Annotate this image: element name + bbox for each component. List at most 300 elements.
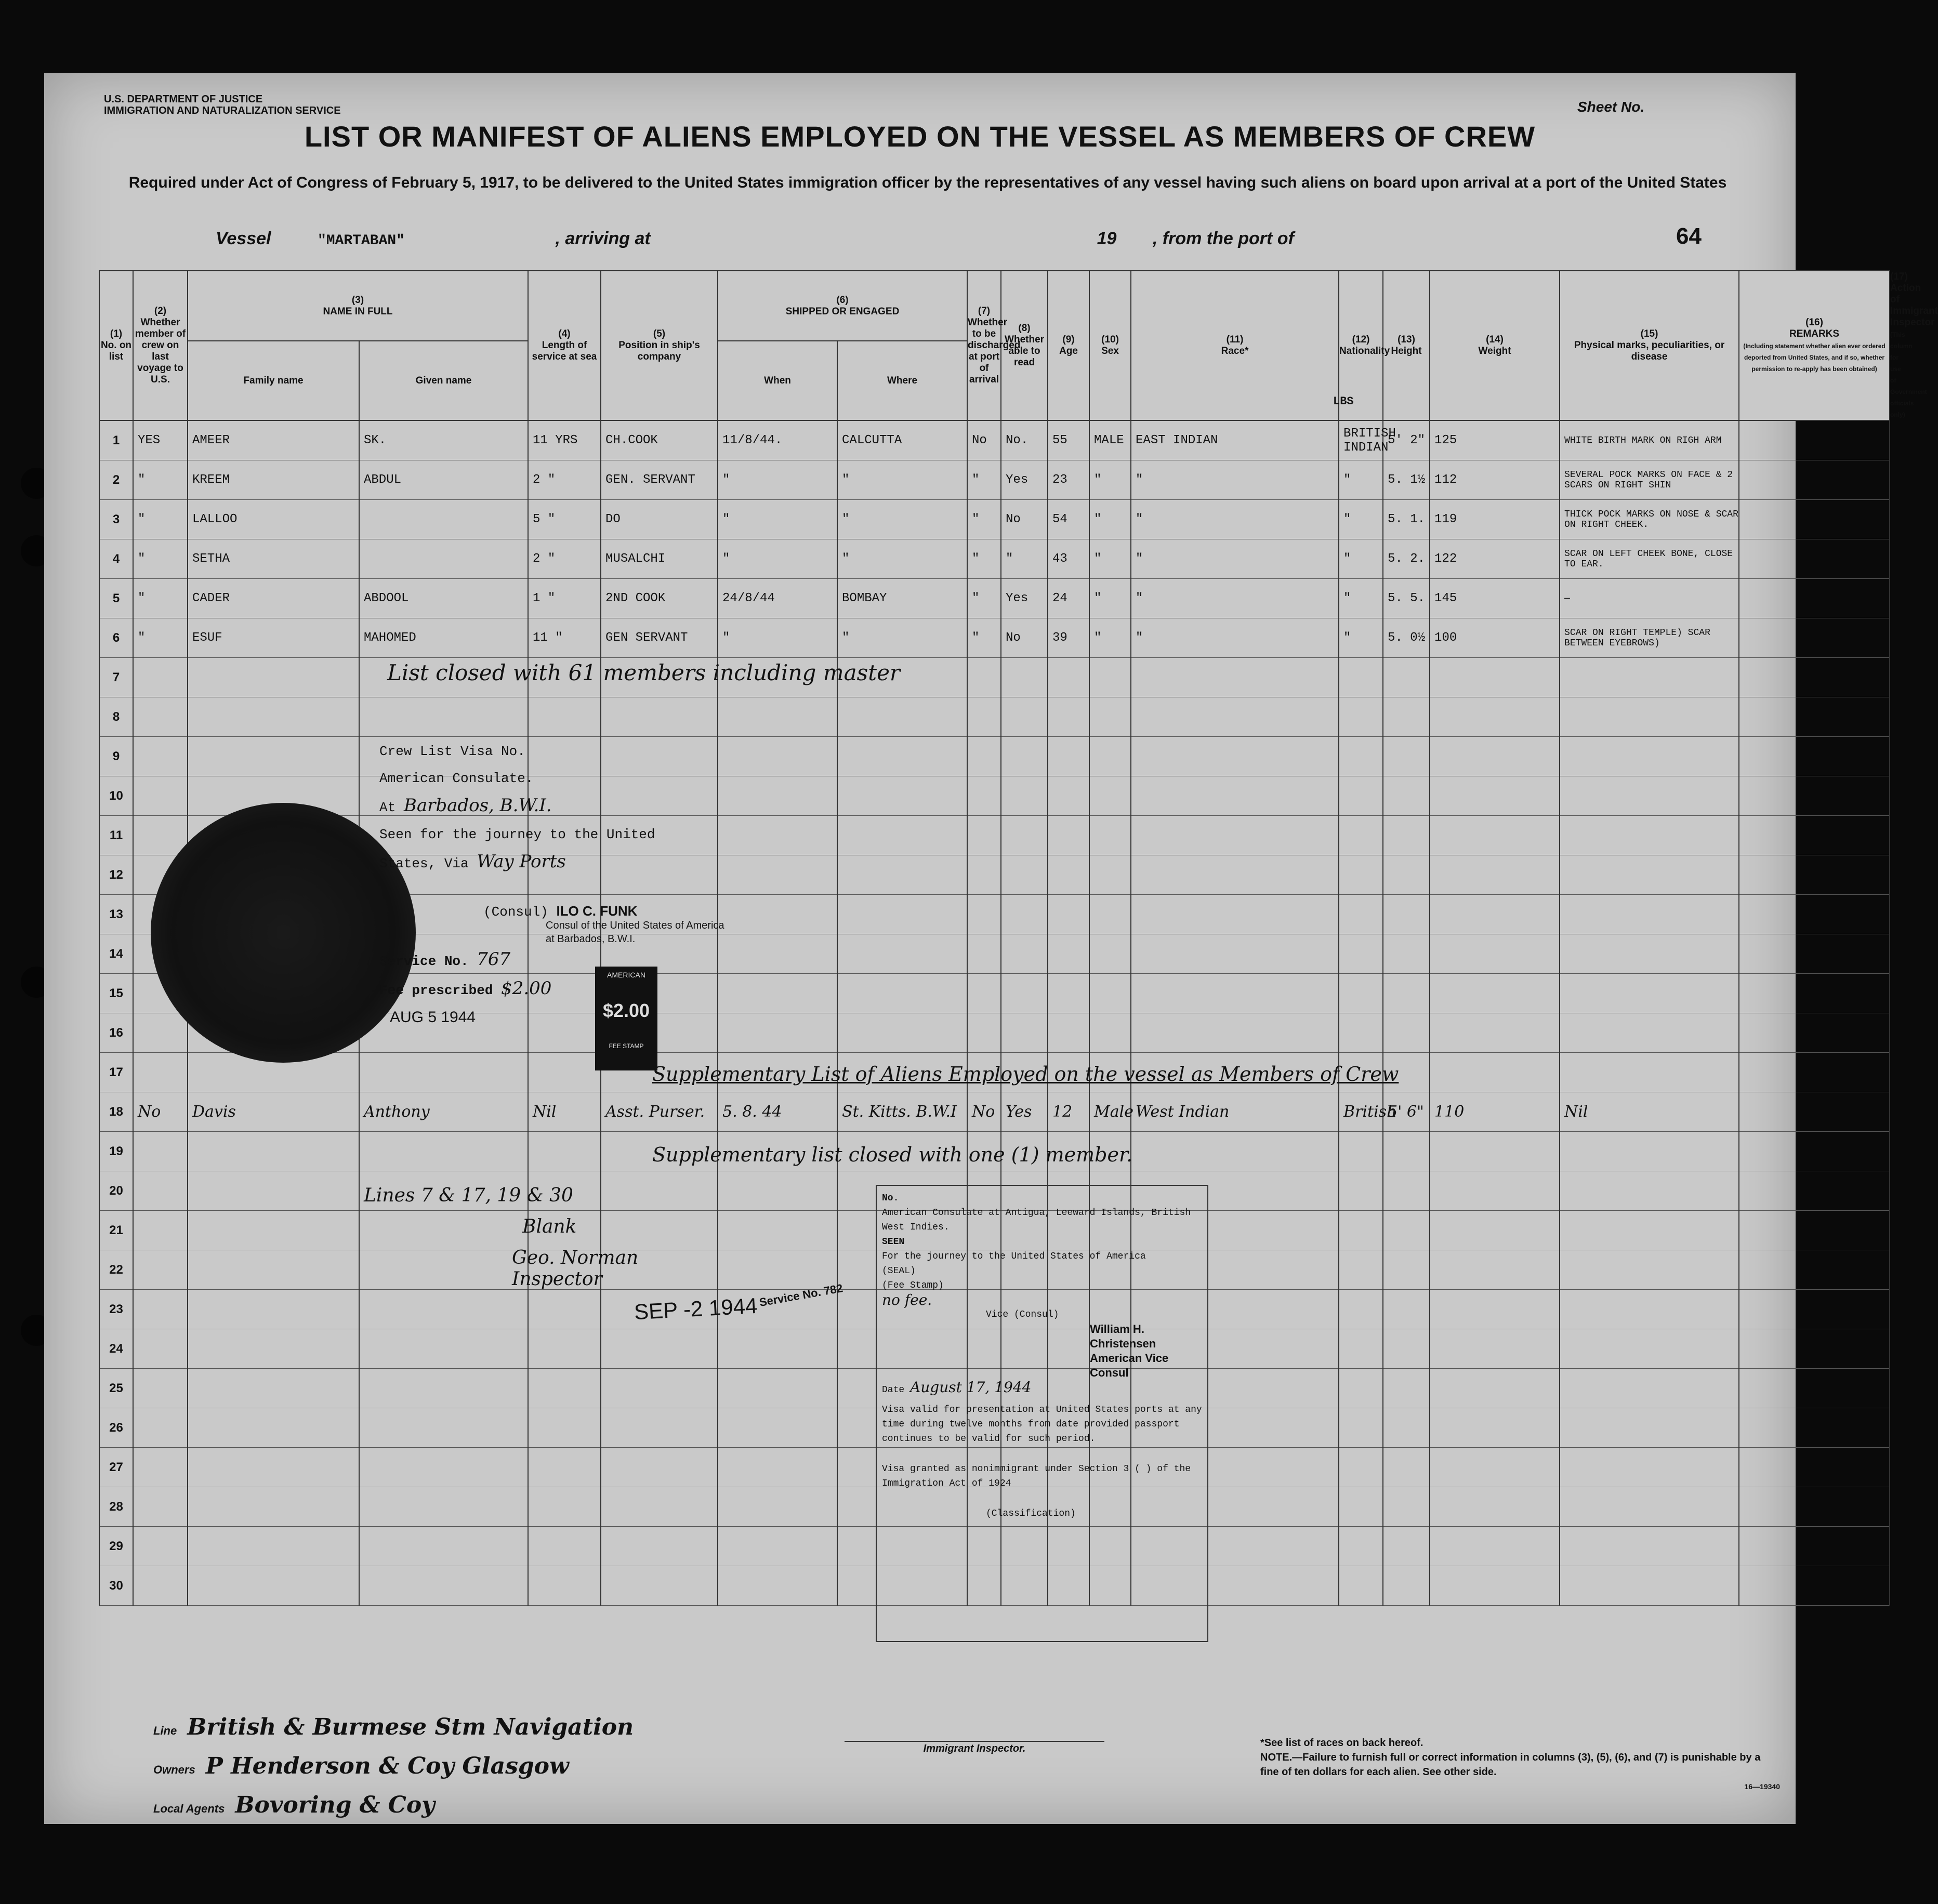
- row-number: 6: [99, 618, 133, 658]
- cell-weight: [1430, 1408, 1560, 1448]
- cell-weight: [1430, 737, 1560, 776]
- table-row: [99, 460, 1890, 500]
- cell-read: Yes: [1001, 1092, 1048, 1132]
- cell-when: [718, 776, 837, 816]
- cell-race: [1131, 697, 1339, 737]
- visa2-seal: (SEAL): [882, 1266, 916, 1276]
- cell-height: [1383, 1369, 1430, 1408]
- cell-given: Anthony: [359, 1092, 528, 1132]
- cell-sex: ": [1089, 618, 1131, 658]
- cell-length: 2 ": [528, 539, 601, 579]
- cell-age: [1048, 895, 1089, 934]
- cell-read: No: [1001, 500, 1048, 539]
- cell-read: [1001, 816, 1048, 855]
- weight-unit-label: LBS: [1333, 395, 1354, 408]
- cell-weight: [1430, 1369, 1560, 1408]
- cell-marks: [1560, 1290, 1739, 1329]
- table-row: [99, 1092, 1890, 1132]
- cell-remarks: [1739, 500, 1890, 539]
- cell-weight: [1430, 1250, 1560, 1290]
- cell-disch: No: [967, 420, 1001, 460]
- cell-where: ": [837, 500, 967, 539]
- cell-remarks: [1739, 895, 1890, 934]
- cell-weight: [1430, 1211, 1560, 1250]
- cell-height: [1383, 974, 1430, 1013]
- cell-position: [601, 1487, 718, 1527]
- cell-when: [718, 1369, 837, 1408]
- row-number: 8: [99, 697, 133, 737]
- table-row: [99, 579, 1890, 618]
- cell-read: No: [1001, 618, 1048, 658]
- cell-member: ": [133, 539, 188, 579]
- cell-member: YES: [133, 420, 188, 460]
- cell-given: [359, 539, 528, 579]
- cell-family: [188, 1329, 359, 1369]
- cell-nat: [1339, 895, 1383, 934]
- service-number-stamp: Service No. 782: [758, 1281, 844, 1309]
- cell-position: CH.COOK: [601, 420, 718, 460]
- cell-nat: [1339, 1448, 1383, 1487]
- cell-nat: [1339, 1013, 1383, 1053]
- cell-read: No.: [1001, 420, 1048, 460]
- cell-where: ": [837, 539, 967, 579]
- american-consulate-label: American Consulate.: [379, 771, 534, 786]
- cell-disch: No: [967, 1092, 1001, 1132]
- cell-length: [528, 1369, 601, 1408]
- cell-height: [1383, 1171, 1430, 1211]
- cell-where: [837, 697, 967, 737]
- cell-weight: [1430, 1487, 1560, 1527]
- cell-race: ": [1131, 618, 1339, 658]
- cell-nat: [1339, 658, 1383, 697]
- cell-sex: [1089, 697, 1131, 737]
- cell-member: [133, 1408, 188, 1448]
- cell-given: [359, 1053, 528, 1092]
- cell-member: [133, 1211, 188, 1250]
- cell-remarks: [1739, 697, 1890, 737]
- cell-given: [359, 1408, 528, 1448]
- visa2-valid-text: Visa valid for presentation at United States ports at any time during twelve months from date provided passport continues to be valid for such period.: [882, 1405, 1202, 1444]
- via-value: Way Ports: [477, 851, 566, 872]
- antigua-visa-stamp: [876, 1185, 1208, 1642]
- cell-weight: [1430, 895, 1560, 934]
- col-given-header: Given name: [359, 341, 528, 420]
- cell-disch: ": [967, 500, 1001, 539]
- line-value: British & Burmese Stm Navigation: [187, 1714, 634, 1740]
- arrival-date-stamp: SEP -2 1944: [633, 1293, 758, 1325]
- vessel-label: Vessel: [216, 229, 271, 248]
- cell-height: [1383, 1013, 1430, 1053]
- cell-race: ": [1131, 579, 1339, 618]
- cell-given: [359, 1566, 528, 1606]
- row-number: 2: [99, 460, 133, 500]
- col-age-header: (9) Age: [1048, 271, 1089, 420]
- cell-nat: [1339, 855, 1383, 895]
- cell-when: [718, 1329, 837, 1369]
- cell-nat: [1339, 1369, 1383, 1408]
- cell-read: [1001, 658, 1048, 697]
- cell-position: [601, 1408, 718, 1448]
- cell-marks: SEVERAL POCK MARKS ON FACE & 2 SCARS ON RIGHT SHIN: [1560, 460, 1739, 500]
- cell-height: [1383, 1408, 1430, 1448]
- cell-where: [837, 1013, 967, 1053]
- cell-disch: [967, 776, 1001, 816]
- visa2-journey: For the journey to the United States of America: [882, 1251, 1146, 1262]
- cell-remarks: [1739, 1527, 1890, 1566]
- cell-marks: [1560, 816, 1739, 855]
- cell-marks: THICK POCK MARKS ON NOSE & SCAR ON RIGHT CHEEK.: [1560, 500, 1739, 539]
- cell-weight: [1430, 855, 1560, 895]
- supplementary-closed: Supplementary list closed with one (1) member.: [652, 1143, 1133, 1166]
- cell-remarks: [1739, 1053, 1890, 1092]
- cell-member: [133, 658, 188, 697]
- cell-position: [601, 1211, 718, 1250]
- cell-family: [188, 1487, 359, 1527]
- cell-weight: [1430, 1013, 1560, 1053]
- cell-given: [359, 1527, 528, 1566]
- cell-height: [1383, 1211, 1430, 1250]
- cell-when: [718, 697, 837, 737]
- races-note: *See list of races on back hereof.: [1260, 1737, 1423, 1749]
- cell-read: [1001, 895, 1048, 934]
- cell-member: [133, 1171, 188, 1211]
- cell-disch: [967, 1013, 1001, 1053]
- cell-remarks: [1739, 539, 1890, 579]
- states-via-label: States, Via: [379, 856, 469, 871]
- cell-where: CALCUTTA: [837, 420, 967, 460]
- cell-read: ": [1001, 539, 1048, 579]
- cell-nat: [1339, 776, 1383, 816]
- cell-marks: [1560, 697, 1739, 737]
- col-member-header: (2) Whether member of crew on last voyage to U.S.: [133, 271, 188, 420]
- cell-read: [1001, 974, 1048, 1013]
- cell-disch: [967, 737, 1001, 776]
- cell-when: [718, 1448, 837, 1487]
- sheet-no-label: Sheet No.: [1577, 99, 1645, 115]
- cell-read: [1001, 1013, 1048, 1053]
- visa2-vice-consul-label: Vice (Consul): [986, 1310, 1059, 1320]
- footer-block: [153, 1710, 634, 1827]
- cell-marks: [1560, 934, 1739, 974]
- table-row: [99, 776, 1890, 816]
- table-row: [99, 737, 1890, 776]
- cell-marks: [1560, 1171, 1739, 1211]
- col-weight-header: (14) Weight: [1430, 271, 1560, 420]
- cell-remarks: [1739, 1132, 1890, 1171]
- cell-race: [1131, 855, 1339, 895]
- cell-given: [359, 1487, 528, 1527]
- cell-age: 39: [1048, 618, 1089, 658]
- cell-disch: ": [967, 460, 1001, 500]
- cell-member: [133, 737, 188, 776]
- cell-weight: [1430, 1527, 1560, 1566]
- cell-marks: [1560, 737, 1739, 776]
- cell-position: [601, 1566, 718, 1606]
- cell-remarks: [1739, 658, 1890, 697]
- cell-race: [1131, 1132, 1339, 1171]
- cell-read: [1001, 855, 1048, 895]
- immigrant-inspector-label: Immigrant Inspector.: [845, 1741, 1104, 1755]
- cell-member: [133, 1290, 188, 1329]
- cell-race: EAST INDIAN: [1131, 420, 1339, 460]
- cell-remarks: [1739, 737, 1890, 776]
- cell-given: SK.: [359, 420, 528, 460]
- cell-remarks: [1739, 1487, 1890, 1527]
- cell-disch: [967, 934, 1001, 974]
- table-row: [99, 500, 1890, 539]
- service-no-value: 767: [477, 949, 511, 970]
- cell-read: [1001, 697, 1048, 737]
- cell-race: [1131, 934, 1339, 974]
- cell-weight: 110: [1430, 1092, 1560, 1132]
- cell-sex: [1089, 816, 1131, 855]
- cell-height: 5. 5.: [1383, 579, 1430, 618]
- row-number: 10: [99, 776, 133, 816]
- cell-nat: [1339, 1566, 1383, 1606]
- row-number: 4: [99, 539, 133, 579]
- cell-position: GEN. SERVANT: [601, 460, 718, 500]
- cell-when: [718, 1013, 837, 1053]
- col-height-header: (13) Height: [1383, 271, 1430, 420]
- col-sex-header: (10) Sex: [1089, 271, 1131, 420]
- row-number: 23: [99, 1290, 133, 1329]
- arriving-label: , arriving at: [555, 229, 651, 248]
- cell-given: [359, 1250, 528, 1290]
- cell-where: [837, 934, 967, 974]
- visa2-seen: SEEN: [882, 1237, 905, 1247]
- col-disch-header: (7) Whether to be discharged at port of arrival: [967, 271, 1001, 420]
- cell-where: [837, 855, 967, 895]
- barbados-visa-stamp: [379, 738, 733, 1031]
- fee-label: Fee prescribed: [379, 983, 493, 998]
- blank-note: Blank: [522, 1216, 577, 1237]
- cell-where: [837, 974, 967, 1013]
- row-number: 29: [99, 1527, 133, 1566]
- cell-height: [1383, 1566, 1430, 1606]
- cell-member: [133, 816, 188, 855]
- cell-weight: [1430, 658, 1560, 697]
- cell-age: 24: [1048, 579, 1089, 618]
- department-label: U.S. DEPARTMENT OF JUSTICE IMMIGRATION AND NATURALIZATION SERVICE: [104, 94, 341, 116]
- cell-height: [1383, 697, 1430, 737]
- cell-read: [1001, 934, 1048, 974]
- cell-position: [601, 1448, 718, 1487]
- visa2-vice-consul-name: William H. Christensen: [1090, 1323, 1156, 1350]
- cell-disch: ": [967, 618, 1001, 658]
- row-number: 20: [99, 1171, 133, 1211]
- row-number: 18: [99, 1092, 133, 1132]
- cell-length: [528, 1408, 601, 1448]
- cell-height: [1383, 658, 1430, 697]
- cell-family: Davis: [188, 1092, 359, 1132]
- row-number: 28: [99, 1487, 133, 1527]
- cell-age: [1048, 855, 1089, 895]
- cell-member: ": [133, 618, 188, 658]
- cell-weight: [1430, 1448, 1560, 1487]
- cell-height: 5. 0½: [1383, 618, 1430, 658]
- cell-length: [528, 697, 601, 737]
- col-name-header: (3) NAME IN FULL: [188, 271, 528, 341]
- cell-sex: Male: [1089, 1092, 1131, 1132]
- cell-height: [1383, 934, 1430, 974]
- table-row: [99, 697, 1890, 737]
- cell-length: [528, 1487, 601, 1527]
- cell-remarks: [1739, 460, 1890, 500]
- crew-list-visa-label: Crew List Visa No.: [379, 744, 525, 759]
- line-label: Line: [153, 1724, 177, 1737]
- cell-marks: SCAR ON LEFT CHEEK BONE, CLOSE TO EAR.: [1560, 539, 1739, 579]
- cell-where: ": [837, 460, 967, 500]
- col-read-header: (8) Whether able to read: [1001, 271, 1048, 420]
- cell-family: AMEER: [188, 420, 359, 460]
- service-no-label: Service No.: [379, 954, 469, 969]
- cell-race: [1131, 895, 1339, 934]
- cell-weight: 100: [1430, 618, 1560, 658]
- cell-member: [133, 1527, 188, 1566]
- cell-age: 12: [1048, 1092, 1089, 1132]
- cell-race: West Indian: [1131, 1092, 1339, 1132]
- row-number: 5: [99, 579, 133, 618]
- col-physical-header: (15) Physical marks, peculiarities, or disease: [1560, 271, 1739, 420]
- supplementary-title: Supplementary List of Aliens Employed on the vessel as Members of Crew: [652, 1063, 1399, 1086]
- cell-remarks: [1739, 974, 1890, 1013]
- cell-marks: [1560, 1053, 1739, 1092]
- cell-remarks: [1739, 934, 1890, 974]
- cell-weight: [1430, 776, 1560, 816]
- cell-race: ": [1131, 539, 1339, 579]
- fee-stamp: [595, 967, 657, 1070]
- cell-marks: [1560, 776, 1739, 816]
- cell-height: [1383, 1132, 1430, 1171]
- cell-disch: [967, 974, 1001, 1013]
- list-closed-note: List closed with 61 members including master: [387, 660, 900, 685]
- cell-marks: [1560, 1329, 1739, 1369]
- cell-height: [1383, 1448, 1430, 1487]
- cell-marks: [1560, 974, 1739, 1013]
- cell-when: [718, 1250, 837, 1290]
- cell-sex: [1089, 658, 1131, 697]
- cell-member: [133, 1132, 188, 1171]
- consular-seal: [151, 803, 416, 1063]
- table-row: [99, 658, 1890, 697]
- cell-given: MAHOMED: [359, 618, 528, 658]
- cell-family: [188, 1171, 359, 1211]
- cell-nat: ": [1339, 500, 1383, 539]
- cell-family: [188, 697, 359, 737]
- cell-race: [1131, 776, 1339, 816]
- cell-height: 5. 1½: [1383, 460, 1430, 500]
- cell-race: ": [1131, 500, 1339, 539]
- row-number: 12: [99, 855, 133, 895]
- cell-remarks: [1739, 855, 1890, 895]
- cell-position: [601, 697, 718, 737]
- cell-when: [718, 934, 837, 974]
- cell-when: [718, 1487, 837, 1527]
- at-label: At: [379, 800, 396, 815]
- cell-family: ESUF: [188, 618, 359, 658]
- cell-nat: [1339, 1487, 1383, 1527]
- cell-length: [528, 1290, 601, 1329]
- cell-given: [359, 1132, 528, 1171]
- cell-family: CADER: [188, 579, 359, 618]
- cell-nat: BRITISH INDIAN: [1339, 420, 1383, 460]
- cell-marks: [1560, 1487, 1739, 1527]
- manifest-sheet: [44, 73, 1938, 1824]
- visa2-date-value: August 17, 1944: [910, 1379, 1032, 1396]
- cell-marks: [1560, 895, 1739, 934]
- cell-member: [133, 1369, 188, 1408]
- cell-where: [837, 776, 967, 816]
- cell-when: [718, 1408, 837, 1448]
- cell-weight: 125: [1430, 420, 1560, 460]
- cell-marks: [1560, 658, 1739, 697]
- cell-when: [718, 1566, 837, 1606]
- cell-age: [1048, 697, 1089, 737]
- cell-nat: [1339, 1527, 1383, 1566]
- cell-member: [133, 1566, 188, 1606]
- cell-nat: ": [1339, 539, 1383, 579]
- cell-family: [188, 1250, 359, 1290]
- cell-height: [1383, 895, 1430, 934]
- cell-weight: 122: [1430, 539, 1560, 579]
- cell-when: 5. 8. 44: [718, 1092, 837, 1132]
- cell-marks: —: [1560, 579, 1739, 618]
- cell-member: [133, 776, 188, 816]
- row-number: 24: [99, 1329, 133, 1369]
- cell-nat: [1339, 1329, 1383, 1369]
- cell-sex: MALE: [1089, 420, 1131, 460]
- cell-read: [1001, 776, 1048, 816]
- cell-sex: [1089, 855, 1131, 895]
- cell-sex: [1089, 895, 1131, 934]
- cell-sex: ": [1089, 539, 1131, 579]
- cell-weight: [1430, 816, 1560, 855]
- cell-marks: [1560, 1250, 1739, 1290]
- cell-height: [1383, 776, 1430, 816]
- cell-nat: [1339, 697, 1383, 737]
- cell-given: ABDOOL: [359, 579, 528, 618]
- cell-when: [718, 1171, 837, 1211]
- cell-family: [188, 737, 359, 776]
- row-number: 3: [99, 500, 133, 539]
- cell-read: Yes: [1001, 579, 1048, 618]
- cell-position: GEN SERVANT: [601, 618, 718, 658]
- cell-marks: [1560, 1013, 1739, 1053]
- cell-family: [188, 1211, 359, 1250]
- col-when-header: When: [718, 341, 837, 420]
- table-row: [99, 420, 1890, 460]
- col-where-header: Where: [837, 341, 967, 420]
- cell-weight: 112: [1430, 460, 1560, 500]
- cell-remarks: [1739, 816, 1890, 855]
- cell-when: [718, 1527, 837, 1566]
- cell-weight: [1430, 697, 1560, 737]
- cell-given: [359, 500, 528, 539]
- sheet-number: 64: [1676, 223, 1702, 249]
- cell-length: Nil: [528, 1092, 601, 1132]
- col-length-header: (4) Length of service at sea: [528, 271, 601, 420]
- cell-given: [359, 1290, 528, 1329]
- cell-length: 11 ": [528, 618, 601, 658]
- cell-where: [837, 895, 967, 934]
- cell-weight: [1430, 1053, 1560, 1092]
- cell-disch: ": [967, 539, 1001, 579]
- cell-length: 2 ": [528, 460, 601, 500]
- cell-when: [718, 895, 837, 934]
- cell-nat: [1339, 1408, 1383, 1448]
- cell-sex: ": [1089, 500, 1131, 539]
- col-nationality-header: (12) Nationality: [1339, 271, 1383, 420]
